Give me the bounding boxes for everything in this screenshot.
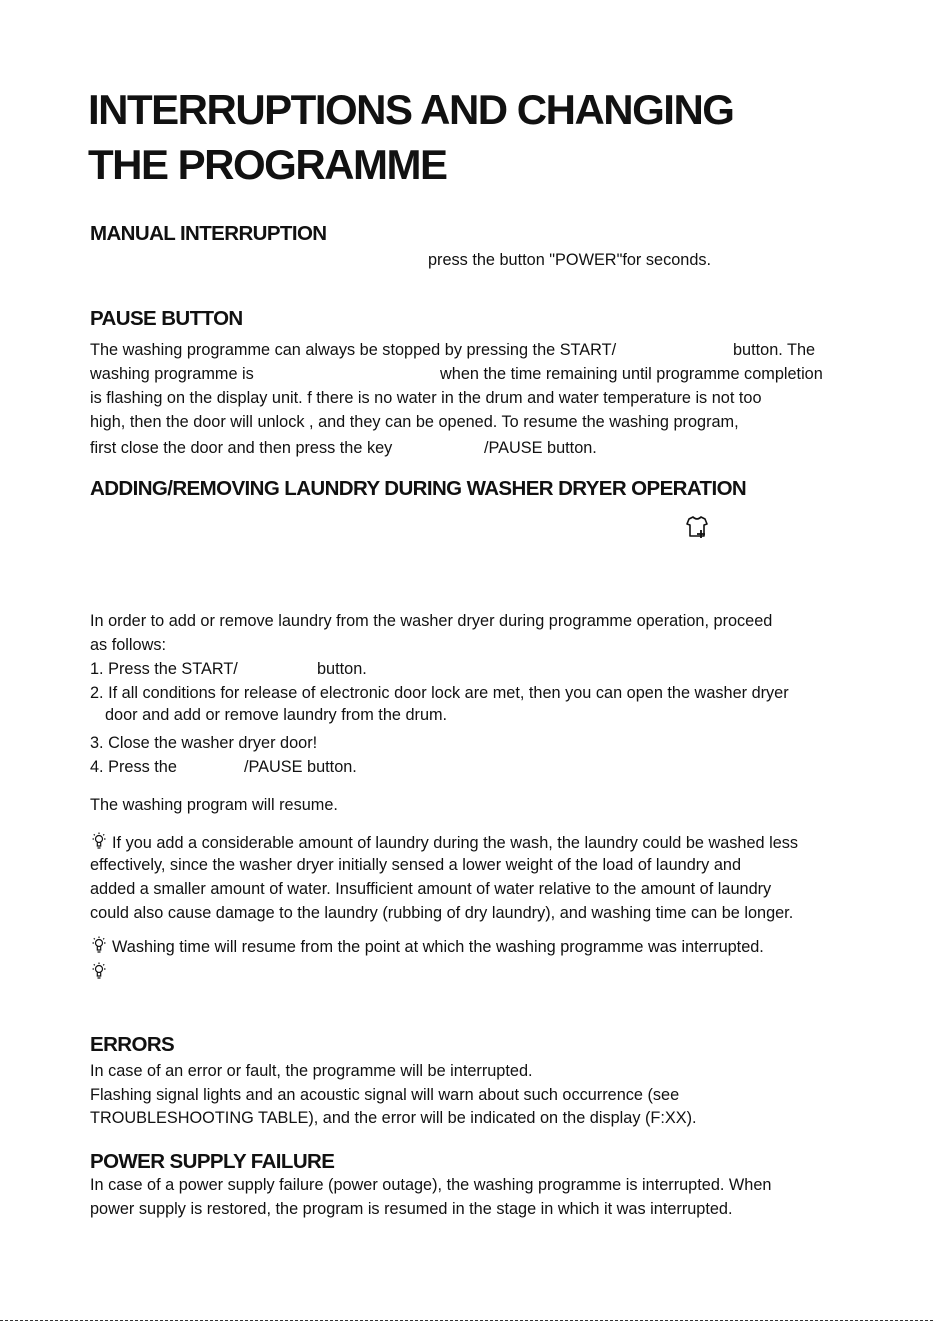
errors-line-1: In case of an error or fault, the programme will be interrupted.: [90, 1062, 533, 1080]
step-4b: /PAUSE button.: [244, 758, 357, 776]
power-line-1: In case of a power supply failure (power outage), the washing programme is interrupted. When: [90, 1176, 772, 1194]
tip-3: [90, 962, 112, 983]
adding-removing-heading: ADDING/REMOVING LAUNDRY DURING WASHER DRYER OPERATION: [90, 477, 747, 500]
errors-line-3: TROUBLESHOOTING TABLE), and the error will be indicated on the display (F:XX).: [90, 1109, 697, 1127]
tip-1-line-2: effectively, since the washer dryer initially sensed a lower weight of the load of laundry and: [90, 856, 742, 874]
pause-button-heading: PAUSE BUTTON: [90, 307, 243, 330]
pause-text-line-1b: button. The: [733, 341, 816, 359]
tip-2: Washing time will resume from the point at which the washing programme was interrupted.: [90, 936, 764, 957]
page-title-line-1: INTERRUPTIONS AND CHANGING: [88, 86, 734, 133]
lightbulb-icon: [90, 832, 108, 850]
tip-1-line-1: If you add a considerable amount of laundry during the wash, the laundry could be washed less: [90, 832, 798, 853]
pause-text-line-5a: first close the door and then press the key: [90, 439, 393, 457]
tip-1-line-3: added a smaller amount of water. Insufficient amount of water relative to the amount of laundry: [90, 880, 772, 898]
page-title-line-2: THE PROGRAMME: [88, 141, 447, 188]
step-1b: button.: [317, 660, 367, 678]
pause-text-line-2a: washing programme is: [90, 365, 254, 383]
pause-text-line-2b: when the time remaining until programme completion: [440, 365, 823, 383]
step-3: 3. Close the washer dryer door!: [90, 734, 318, 752]
errors-line-2: Flashing signal lights and an acoustic signal will warn about such occurrence (see: [90, 1086, 680, 1104]
lightbulb-icon: [90, 962, 108, 980]
step-4a: 4. Press the: [90, 758, 177, 776]
pause-text-line-5b: /PAUSE button.: [484, 439, 597, 457]
power-line-2: power supply is restored, the program is resumed in the stage in which it was interrupted.: [90, 1200, 733, 1218]
pause-text-line-3: is flashing on the display unit. f there is no water in the drum and water temperature is not too: [90, 389, 762, 407]
adding-intro-line-1: In order to add or remove laundry from the washer dryer during programme operation, proceed: [90, 612, 773, 630]
manual-interruption-text: press the button "POWER"for seconds.: [428, 251, 712, 269]
manual-interruption-heading: MANUAL INTERRUPTION: [90, 222, 327, 245]
adding-intro-line-2: as follows:: [90, 636, 167, 654]
step-2b: door and add or remove laundry from the drum.: [105, 706, 448, 724]
add-garment-icon: [684, 516, 710, 540]
resume-text: The washing program will resume.: [90, 796, 338, 814]
errors-heading: ERRORS: [90, 1033, 175, 1056]
pause-text-line-4: high, then the door will unlock , and they can be opened. To resume the washing program,: [90, 413, 739, 431]
power-failure-heading: POWER SUPPLY FAILURE: [90, 1150, 335, 1173]
step-1a: 1. Press the START/: [90, 660, 238, 678]
bottom-divider: [0, 1320, 933, 1321]
lightbulb-icon: [90, 936, 108, 954]
step-2a: 2. If all conditions for release of electronic door lock are met, then you can open the washer dryer: [90, 684, 789, 702]
pause-text-line-1a: The washing programme can always be stopped by pressing the START/: [90, 341, 617, 359]
tip-1-line-4: could also cause damage to the laundry (rubbing of dry laundry), and washing time can be longer.: [90, 904, 794, 922]
